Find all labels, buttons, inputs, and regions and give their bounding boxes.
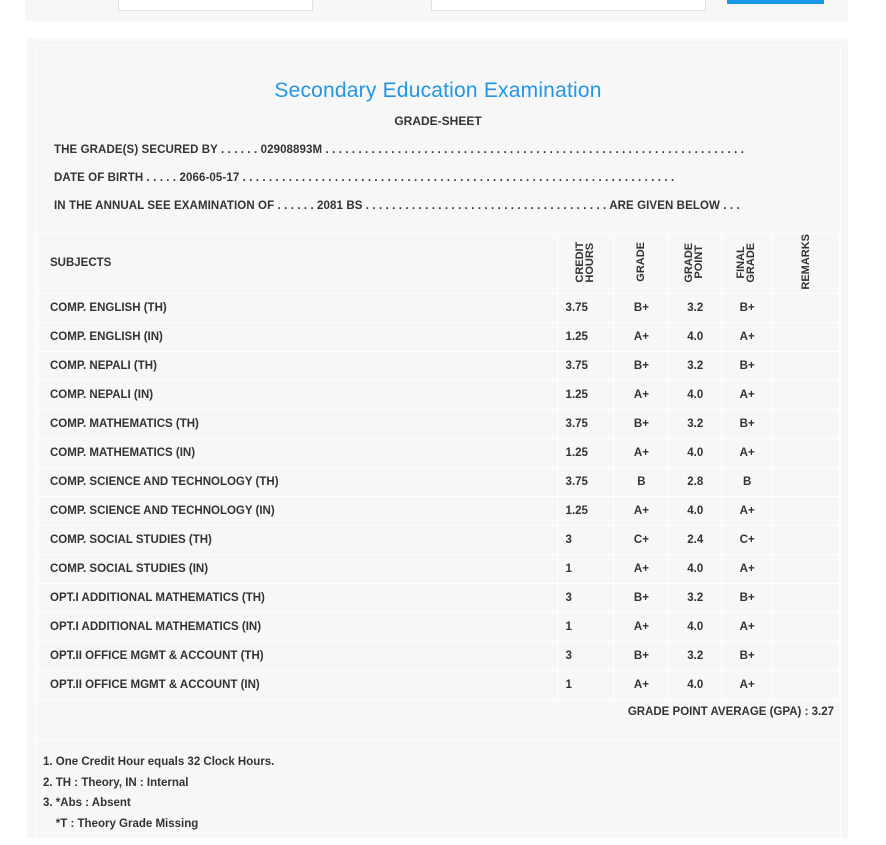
credit-hours-cell: 1 xyxy=(557,612,614,641)
remarks-cell xyxy=(773,438,840,467)
grade-cell: C+ xyxy=(614,525,669,554)
table-row xyxy=(38,380,840,409)
subject-cell: OPT.II OFFICE MGMT & ACCOUNT (TH) xyxy=(38,641,558,670)
note: 1. One Credit Hour equals 32 Clock Hours. xyxy=(43,756,275,768)
grade-cell: A+ xyxy=(614,322,669,351)
table-row xyxy=(38,612,840,641)
credit-hours-cell: 3 xyxy=(557,641,614,670)
subject-cell: COMP. MATHEMATICS (IN) xyxy=(38,438,558,467)
final-grade-cell: B+ xyxy=(722,641,773,670)
remarks-cell xyxy=(773,670,840,699)
header-grade: GRADE xyxy=(614,234,669,294)
credit-hours-cell: 3 xyxy=(557,525,614,554)
grades-table xyxy=(37,233,840,700)
grade-point-cell: 4.0 xyxy=(669,380,722,409)
grade-point-cell: 4.0 xyxy=(669,438,722,467)
final-grade-cell: B+ xyxy=(722,409,773,438)
grade-point-cell: 4.0 xyxy=(669,612,722,641)
symbol-number-input[interactable] xyxy=(118,0,313,11)
grade-cell: A+ xyxy=(614,438,669,467)
remarks-cell xyxy=(773,641,840,670)
remarks-cell xyxy=(773,554,840,583)
subject-cell: COMP. SCIENCE AND TECHNOLOGY (IN) xyxy=(38,496,558,525)
table-row xyxy=(38,525,840,554)
table-row xyxy=(38,351,840,380)
page-title: Secondary Education Examination xyxy=(274,79,602,102)
grade-sheet-panel xyxy=(27,38,848,838)
credit-hours-cell: 1.25 xyxy=(557,380,614,409)
exam-line: IN THE ANNUAL SEE EXAMINATION OF . . . . . . 2081 BS . . . . . . . . . . . . . . . . . . . . . . . . . . . . . . . . . . . . . ARE GIVEN BELOW . . . xyxy=(54,200,740,212)
header-remarks: REMARKS xyxy=(773,234,840,294)
grade-cell: B xyxy=(614,467,669,496)
grade-point-cell: 2.4 xyxy=(669,525,722,554)
subject-cell: COMP. MATHEMATICS (TH) xyxy=(38,409,558,438)
final-grade-cell: B+ xyxy=(722,351,773,380)
header-grade-point: GRADE POINT xyxy=(669,234,722,294)
header-final-grade: FINAL GRADE xyxy=(722,234,773,294)
header-subjects: SUBJECTS xyxy=(38,234,558,294)
grade-point-cell: 2.8 xyxy=(669,467,722,496)
remarks-cell xyxy=(773,322,840,351)
credit-hours-cell: 1.25 xyxy=(557,496,614,525)
secured-by-line: THE GRADE(S) SECURED BY . . . . . . 02908893M . . . . . . . . . . . . . . . . . . . . . . . . . . . . . . . . . . . . . . . . . . . . . . . . . . . . . . . . . . . . . . . . xyxy=(54,144,744,156)
grade-sheet-heading: GRADE-SHEET xyxy=(394,114,482,128)
grade-point-cell: 4.0 xyxy=(669,496,722,525)
grade-cell: B+ xyxy=(614,293,669,322)
final-grade-cell: A+ xyxy=(722,554,773,583)
table-row xyxy=(38,322,840,351)
final-grade-cell: A+ xyxy=(722,322,773,351)
final-grade-cell: B xyxy=(722,467,773,496)
credit-hours-cell: 3.75 xyxy=(557,409,614,438)
remarks-cell xyxy=(773,380,840,409)
remarks-cell xyxy=(773,583,840,612)
remarks-cell xyxy=(773,525,840,554)
grade-cell: B+ xyxy=(614,583,669,612)
subject-cell: COMP. NEPALI (IN) xyxy=(38,380,558,409)
table-row xyxy=(38,670,840,699)
final-grade-cell: A+ xyxy=(722,438,773,467)
table-row xyxy=(38,409,840,438)
dob-line: DATE OF BIRTH . . . . . 2066-05-17 . . . . . . . . . . . . . . . . . . . . . . . . . . . . . . . . . . . . . . . . . . . . . . . . . . . . . . . . . . . . . . . . . . xyxy=(54,172,675,184)
grade-point-cell: 3.2 xyxy=(669,351,722,380)
grade-point-cell: 4.0 xyxy=(669,322,722,351)
table-row xyxy=(38,583,840,612)
remarks-cell xyxy=(773,409,840,438)
gpa: GRADE POINT AVERAGE (GPA) : 3.27 xyxy=(627,706,834,718)
header-credit-hours: CREDIT HOURS xyxy=(557,234,614,294)
grade-point-cell: 4.0 xyxy=(669,554,722,583)
remarks-cell xyxy=(773,293,840,322)
note: 3. *Abs : Absent xyxy=(43,797,131,809)
final-grade-cell: B+ xyxy=(722,293,773,322)
subject-cell: OPT.II OFFICE MGMT & ACCOUNT (IN) xyxy=(38,670,558,699)
grade-point-cell: 3.2 xyxy=(669,293,722,322)
subject-cell: COMP. NEPALI (TH) xyxy=(38,351,558,380)
subject-cell: COMP. SOCIAL STUDIES (TH) xyxy=(38,525,558,554)
remarks-cell xyxy=(773,351,840,380)
table-row xyxy=(38,641,840,670)
remarks-cell xyxy=(773,467,840,496)
credit-hours-cell: 3 xyxy=(557,583,614,612)
grade-cell: B+ xyxy=(614,351,669,380)
table-row xyxy=(38,438,840,467)
credit-hours-cell: 1.25 xyxy=(557,438,614,467)
subject-cell: COMP. ENGLISH (IN) xyxy=(38,322,558,351)
grade-cell: B+ xyxy=(614,641,669,670)
remarks-cell xyxy=(773,496,840,525)
subject-cell: COMP. ENGLISH (TH) xyxy=(38,293,558,322)
credit-hours-cell: 1.25 xyxy=(557,322,614,351)
search-bar xyxy=(25,0,848,21)
subject-cell: OPT.I ADDITIONAL MATHEMATICS (TH) xyxy=(38,583,558,612)
final-grade-cell: A+ xyxy=(722,612,773,641)
credit-hours-cell: 3.75 xyxy=(557,467,614,496)
remarks-cell xyxy=(773,612,840,641)
final-grade-cell: A+ xyxy=(722,496,773,525)
credit-hours-cell: 3.75 xyxy=(557,293,614,322)
credit-hours-cell: 3.75 xyxy=(557,351,614,380)
dob-input[interactable] xyxy=(431,0,706,11)
grade-point-cell: 3.2 xyxy=(669,409,722,438)
subject-cell: COMP. SCIENCE AND TECHNOLOGY (TH) xyxy=(38,467,558,496)
final-grade-cell: C+ xyxy=(722,525,773,554)
grade-cell: A+ xyxy=(614,670,669,699)
grade-point-cell: 4.0 xyxy=(669,670,722,699)
grade-point-cell: 3.2 xyxy=(669,641,722,670)
grade-cell: B+ xyxy=(614,409,669,438)
divider xyxy=(36,740,840,741)
search-button[interactable] xyxy=(727,0,824,4)
subject-cell: COMP. SOCIAL STUDIES (IN) xyxy=(38,554,558,583)
grade-cell: A+ xyxy=(614,496,669,525)
credit-hours-cell: 1 xyxy=(557,554,614,583)
final-grade-cell: B+ xyxy=(722,583,773,612)
note: 2. TH : Theory, IN : Internal xyxy=(43,776,189,789)
grade-point-cell: 3.2 xyxy=(669,583,722,612)
grade-cell: A+ xyxy=(614,380,669,409)
subject-cell: OPT.I ADDITIONAL MATHEMATICS (IN) xyxy=(38,612,558,641)
grade-cell: A+ xyxy=(614,612,669,641)
grade-cell: A+ xyxy=(614,554,669,583)
table-row xyxy=(38,467,840,496)
credit-hours-cell: 1 xyxy=(557,670,614,699)
note: *T : Theory Grade Missing xyxy=(43,817,199,830)
table-row xyxy=(38,293,840,322)
notes xyxy=(43,752,274,834)
table-row xyxy=(38,554,840,583)
final-grade-cell: A+ xyxy=(722,380,773,409)
table-row xyxy=(38,496,840,525)
final-grade-cell: A+ xyxy=(722,670,773,699)
